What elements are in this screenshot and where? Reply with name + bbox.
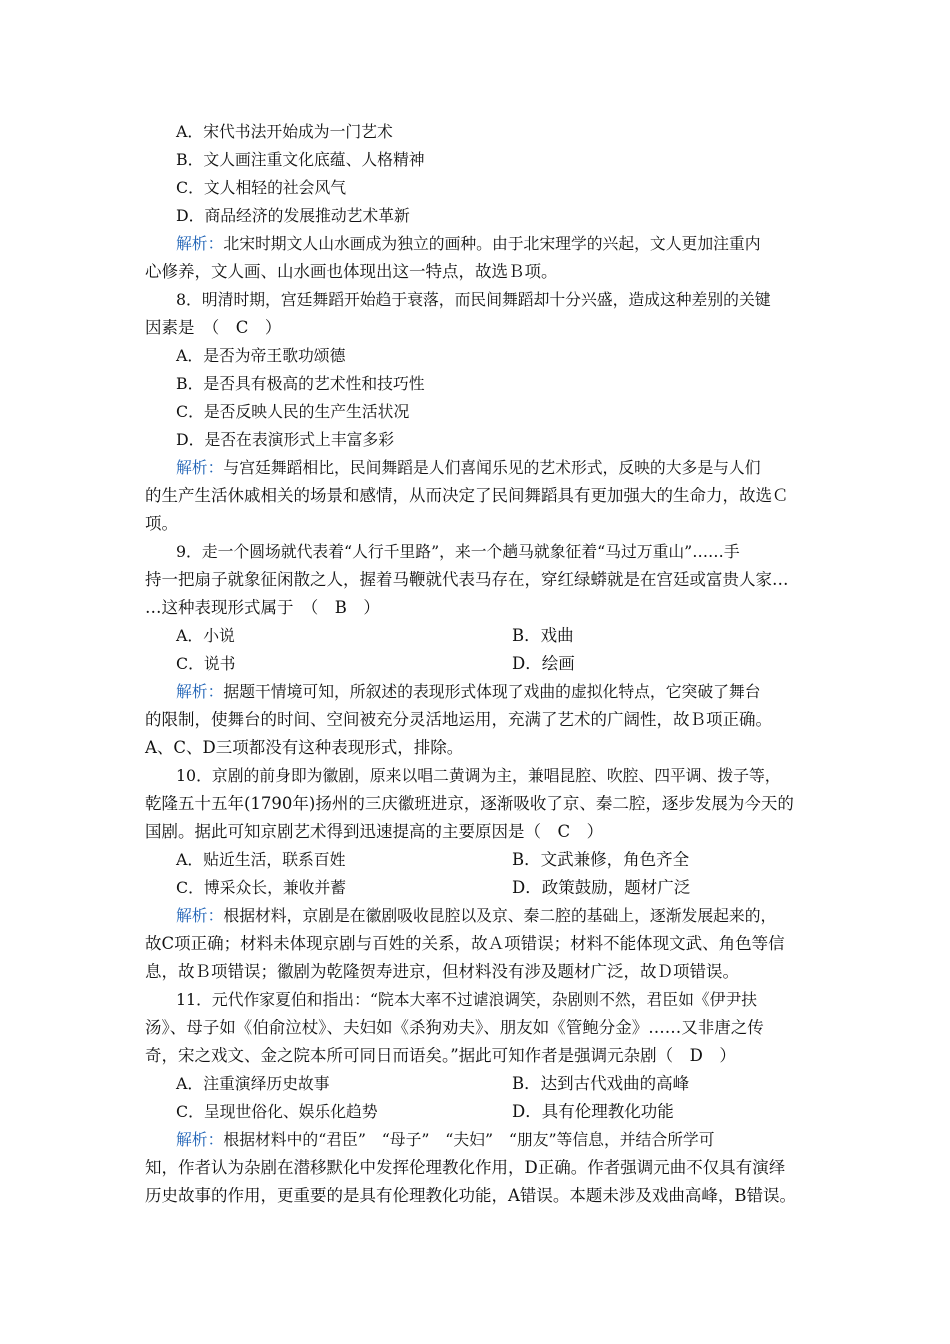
q9-option-b: B．戏曲: [512, 626, 574, 645]
q9-option-d: D．绘画: [512, 654, 575, 673]
analysis-label: 解析：: [176, 1130, 224, 1149]
q10-stem-line-1: 10．京剧的前身即为徽剧，原来以唱二黄调为主，兼唱昆腔、吹腔、四平调、拨子等，: [176, 766, 781, 785]
q7-analysis-line-2: 心修养，文人画、山水画也体现出这一特点，故选Ｂ项。: [145, 262, 558, 281]
q10-analysis-line-2: 故C项正确；材料未体现京剧与百姓的关系，故Ａ项错误；材料不能体现文武、角色等信: [145, 934, 785, 953]
q9-analysis-line-3: A、C、D三项都没有这种表现形式，排除。: [145, 738, 464, 757]
q8-option-d: D．是否在表演形式上丰富多彩: [176, 430, 395, 449]
q8-option-b: B．是否具有极高的艺术性和技巧性: [176, 374, 425, 393]
q9-analysis-line-2: 的限制，使舞台的时间、空间被充分灵活地运用，充满了艺术的广阔性，故Ｂ项正确。: [145, 710, 772, 729]
q10-option-c: C．博采众长，兼收并蓄: [176, 878, 347, 897]
q9-option-c: C．说书: [176, 654, 236, 673]
q9-option-a: A．小说: [176, 626, 235, 645]
q7-option-b: B．文人画注重文化底蕴、人格精神: [176, 150, 425, 169]
q8-stem-line-1: 8．明清时期，宫廷舞蹈开始趋于衰落，而民间舞蹈却十分兴盛，造成这种差别的关键: [176, 290, 771, 309]
q8-analysis-line-2: 的生产生活休戚相关的场景和感情，从而决定了民间舞蹈具有更加强大的生命力，故选Ｃ: [145, 486, 789, 505]
analysis-label: 解析：: [176, 682, 224, 701]
q10-stem-line-3: 国剧。据此可知京剧艺术得到迅速提高的主要原因是（ C ）: [145, 822, 604, 841]
q11-analysis-line-3: 历史故事的作用，更重要的是具有伦理教化功能，A错误。本题未涉及戏曲高峰，B错误。: [145, 1186, 797, 1205]
q7-option-c: C．文人相轻的社会风气: [176, 178, 347, 197]
analysis-text: 据题干情境可知，所叙述的表现形式体现了戏曲的虚拟化特点，它突破了舞台: [223, 682, 761, 701]
analysis-text: 根据材料，京剧是在徽剧吸收昆腔以及京、秦二腔的基础上，逐渐发展起来的，: [223, 906, 777, 925]
q10-option-a: A．贴近生活，联系百姓: [176, 850, 346, 869]
analysis-text: 北宋时期文人山水画成为独立的画种。由于北宋理学的兴起，文人更加注重内: [223, 234, 761, 253]
q11-analysis-line-1: [176, 1126, 848, 1154]
q9-stem-line-2: 持一把扇子就象征闲散之人，握着马鞭就代表马存在，穿红绿蟒就是在宫廷或富贵人家…: [145, 570, 789, 589]
q7-option-d: D．商品经济的发展推动艺术革新: [176, 206, 410, 225]
analysis-text: 与宫廷舞蹈相比，民间舞蹈是人们喜闻乐见的艺术形式，反映的大多是与人们: [223, 458, 761, 477]
q9-stem-line-3: …这种表现形式属于 （ B ）: [145, 598, 380, 617]
analysis-label: 解析：: [176, 906, 224, 925]
q8-option-a: A．是否为帝王歌功颂德: [176, 346, 346, 365]
q10-analysis-line-1: [176, 902, 848, 930]
q11-option-b: B．达到古代戏曲的高峰: [512, 1074, 690, 1093]
q11-stem-line-3: 奇，宋之戏文、金之院本所可同日而语矣。”据此可知作者是强调元杂剧（ D ）: [145, 1046, 736, 1065]
q7-option-a: A．宋代书法开始成为一门艺术: [176, 122, 393, 141]
q8-analysis-line-3: 项。: [145, 514, 178, 533]
q8-stem-line-2: 因素是 （ C ）: [145, 318, 282, 337]
q10-stem-line-2: 乾隆五十五年(1790年)扬州的三庆徽班进京，逐渐吸收了京、秦二腔，逐步发展为今天的: [145, 794, 794, 813]
analysis-label: 解析：: [176, 234, 224, 253]
q8-option-c: C．是否反映人民的生产生活状况: [176, 402, 410, 421]
q11-analysis-line-2: 知，作者认为杂剧在潜移默化中发挥伦理教化作用，D正确。作者强调元曲不仅具有演绎: [145, 1158, 786, 1177]
q11-option-d: D．具有伦理教化功能: [512, 1102, 674, 1121]
q9-analysis-line-1: [176, 678, 848, 706]
q9-stem-line-1: 9．走一个圆场就代表着“人行千里路”，来一个趟马就象征着“马过万重山”……手: [176, 542, 740, 561]
q7-analysis-line-1: [176, 230, 848, 258]
q10-option-b: B．文武兼修，角色齐全: [512, 850, 690, 869]
q10-analysis-line-3: 息，故Ｂ项错误；徽剧为乾隆贺寿进京，但材料没有涉及题材广泛，故Ｄ项错误。: [145, 962, 739, 981]
q11-option-c: C．呈现世俗化、娱乐化趋势: [176, 1102, 378, 1121]
q11-stem-line-1: 11．元代作家夏伯和指出：“院本大率不过谑浪调笑，杂剧则不然，君臣如《伊尹扶: [176, 990, 758, 1009]
q10-option-d: D．政策鼓励，题材广泛: [512, 878, 691, 897]
analysis-text: 根据材料中的“君臣” “母子” “夫妇” “朋友”等信息，并结合所学可: [223, 1130, 715, 1149]
q11-stem-line-2: 汤》、母子如《伯俞泣杖》、夫妇如《杀狗劝夫》、朋友如《管鲍分金》……又非唐之传: [145, 1018, 764, 1037]
analysis-label: 解析：: [176, 458, 224, 477]
q11-option-a: A．注重演绎历史故事: [176, 1074, 330, 1093]
q8-analysis-line-1: [176, 454, 848, 482]
